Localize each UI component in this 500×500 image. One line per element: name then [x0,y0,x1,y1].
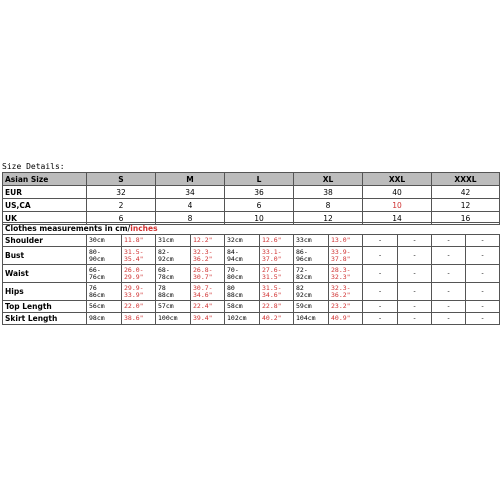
header-xxl: XXL [363,173,432,186]
inch-cell: 12.2" [191,235,225,247]
cm-cell: 68- 78cm [156,265,191,283]
empty-cell: - [398,265,432,283]
measurements-title [3,223,500,235]
size-cell: 32 [87,186,156,199]
inch-cell: 32.3- 36.2" [191,247,225,265]
header-s: S [87,173,156,186]
size-cell: 8 [294,199,363,212]
size-cell: 4 [156,199,225,212]
cm-cell: 80 88cm [225,283,260,301]
measurement-row [3,313,500,325]
cm-cell: 30cm [87,235,122,247]
size-header-row [3,173,500,186]
empty-cell: - [398,235,432,247]
inch-cell: 40.9" [329,313,363,325]
empty-cell: - [432,247,466,265]
size-cell: 10 [363,199,432,212]
inch-cell: 27.6- 31.5" [260,265,294,283]
row-label: UK [3,212,87,225]
measurements-body [3,235,500,325]
header-xxxl: XXXL [432,173,500,186]
title-inches: inches [130,224,158,233]
inch-cell: 23.2" [329,301,363,313]
size-cell: 12 [432,199,500,212]
cm-cell: 86- 96cm [294,247,329,265]
empty-cell: - [432,283,466,301]
empty-cell: - [432,301,466,313]
cm-cell: 57cm [156,301,191,313]
inch-cell: 30.7- 34.6" [191,283,225,301]
empty-cell: - [363,283,398,301]
size-cell: 6 [87,212,156,225]
measurements-title-row [3,223,500,235]
cm-cell: 76 86cm [87,283,122,301]
measurement-label: Bust [3,247,87,265]
measurement-label: Top Length [3,301,87,313]
header-asian-size: Asian Size [3,173,87,186]
inch-cell: 22.4" [191,301,225,313]
inch-cell: 38.6" [122,313,156,325]
measurement-label: Shoulder [3,235,87,247]
empty-cell: - [398,313,432,325]
cm-cell: 56cm [87,301,122,313]
cm-cell: 72- 82cm [294,265,329,283]
cm-cell: 31cm [156,235,191,247]
cm-cell: 32cm [225,235,260,247]
empty-cell: - [398,247,432,265]
cm-cell: 84- 94cm [225,247,260,265]
size-details-caption: Size Details: [2,162,65,171]
measurement-label: Waist [3,265,87,283]
inch-cell: 29.9- 33.9" [122,283,156,301]
measurement-row [3,283,500,301]
size-cell: 10 [225,212,294,225]
inch-cell: 31.5- 35.4" [122,247,156,265]
inch-cell: 28.3- 32.3" [329,265,363,283]
title-prefix: Clothes measurements in cm/ [5,224,131,233]
size-cell: 12 [294,212,363,225]
empty-cell: - [363,265,398,283]
inch-cell: 22.8" [260,301,294,313]
cm-cell: 100cm [156,313,191,325]
measurement-row [3,301,500,313]
cm-cell: 82 92cm [294,283,329,301]
inch-cell: 26.8- 30.7" [191,265,225,283]
inch-cell: 33.9- 37.8" [329,247,363,265]
cm-cell: 66- 76cm [87,265,122,283]
empty-cell: - [432,235,466,247]
empty-cell: - [363,235,398,247]
row-label: US,CA [3,199,87,212]
header-l: L [225,173,294,186]
size-cell: 38 [294,186,363,199]
empty-cell: - [466,301,500,313]
size-row-us-ca [3,199,500,212]
size-cell: 42 [432,186,500,199]
measurement-label: Hips [3,283,87,301]
header-xl: XL [294,173,363,186]
empty-cell: - [432,265,466,283]
empty-cell: - [466,235,500,247]
measurement-row [3,235,500,247]
inch-cell: 39.4" [191,313,225,325]
cm-cell: 78 88cm [156,283,191,301]
cm-cell: 58cm [225,301,260,313]
header-m: M [156,173,225,186]
inch-cell: 13.0" [329,235,363,247]
inch-cell: 32.3- 36.2" [329,283,363,301]
size-cell: 8 [156,212,225,225]
size-row-eur [3,186,500,199]
empty-cell: - [398,283,432,301]
size-cell: 14 [363,212,432,225]
empty-cell: - [466,247,500,265]
size-conversion-table [2,172,500,225]
measurement-row [3,265,500,283]
inch-cell: 11.8" [122,235,156,247]
measurement-label: Skirt Length [3,313,87,325]
size-cell: 6 [225,199,294,212]
empty-cell: - [398,301,432,313]
empty-cell: - [466,265,500,283]
empty-cell: - [363,247,398,265]
empty-cell: - [466,283,500,301]
empty-cell: - [363,313,398,325]
cm-cell: 102cm [225,313,260,325]
size-cell: 34 [156,186,225,199]
cm-cell: 59cm [294,301,329,313]
cm-cell: 33cm [294,235,329,247]
empty-cell: - [466,313,500,325]
cm-cell: 70- 80cm [225,265,260,283]
empty-cell: - [363,301,398,313]
cm-cell: 104cm [294,313,329,325]
size-cell: 16 [432,212,500,225]
row-label: EUR [3,186,87,199]
inch-cell: 22.0" [122,301,156,313]
measurement-row [3,247,500,265]
size-cell: 36 [225,186,294,199]
inch-cell: 26.0- 29.9" [122,265,156,283]
inch-cell: 12.6" [260,235,294,247]
measurements-table [2,222,500,325]
cm-cell: 80- 90cm [87,247,122,265]
inch-cell: 31.5- 34.6" [260,283,294,301]
size-cell: 40 [363,186,432,199]
inch-cell: 33.1- 37.0" [260,247,294,265]
inch-cell: 40.2" [260,313,294,325]
size-cell: 2 [87,199,156,212]
empty-cell: - [432,313,466,325]
cm-cell: 82- 92cm [156,247,191,265]
cm-cell: 98cm [87,313,122,325]
